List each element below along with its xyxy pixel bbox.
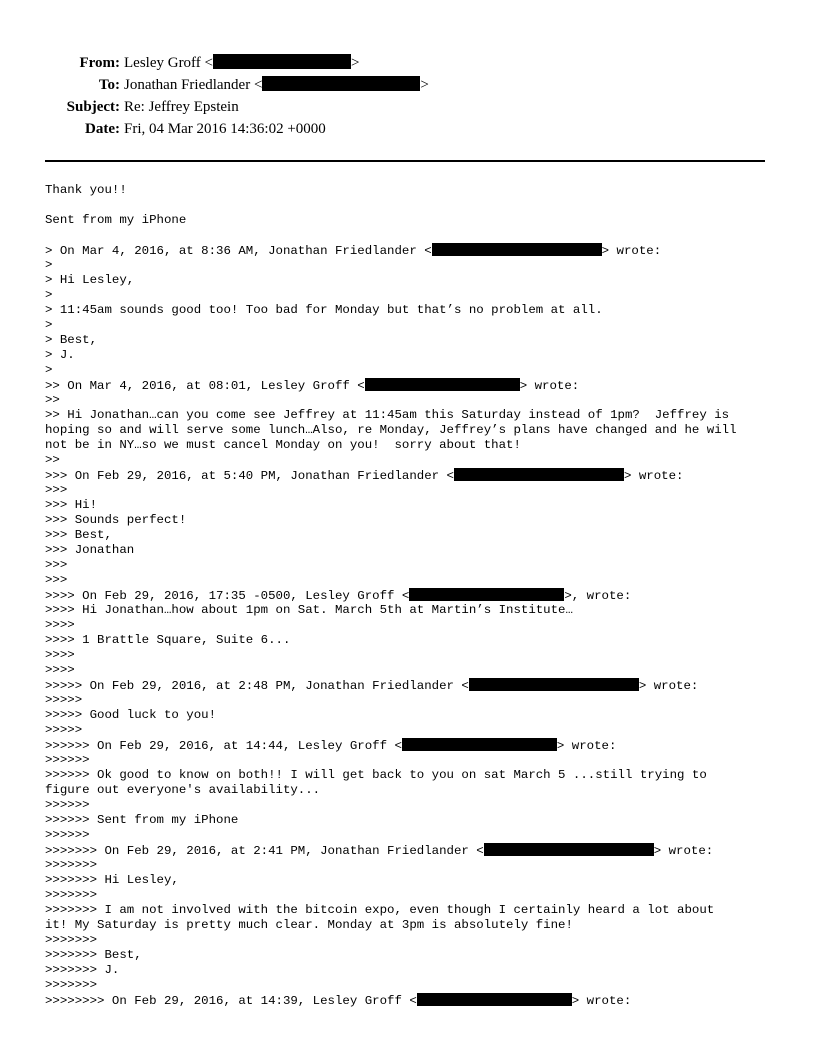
email-line: >> — [45, 393, 60, 407]
email-line: >>> Hi! — [45, 498, 98, 512]
email-line: >> — [45, 453, 60, 467]
email-line: > Hi Lesley, — [45, 273, 135, 287]
quote-header-text: >>>>>>>> On Feb 29, 2016, at 14:39, Lesley Groff < — [45, 994, 417, 1008]
from-close: > — [351, 55, 360, 71]
email-line: >>>>>>> — [45, 858, 98, 872]
quote-header-suffix: > wrote: — [601, 244, 662, 258]
email-line: not be in NY…so we must cancel Monday on you! sorry about that! — [45, 438, 521, 452]
email-line: >>> Sounds perfect! — [45, 513, 187, 527]
email-line: >>>>>>> I am not involved with the bitcoin expo, even though I certainly heard a lot about — [45, 903, 715, 917]
quote-header-text: >>> On Feb 29, 2016, at 5:40 PM, Jonathan Friedlander < — [45, 469, 454, 483]
to-value: Jonathan Friedlander < — [124, 77, 263, 93]
quote-header-suffix: > wrote: — [571, 994, 632, 1008]
email-line: >>> Best, — [45, 528, 112, 542]
redaction-block — [469, 678, 639, 691]
quote-header-text: >>>>>> On Feb 29, 2016, at 14:44, Lesley Groff < — [45, 739, 402, 753]
redaction-block — [409, 588, 564, 601]
quote-header-suffix: > wrote: — [623, 469, 684, 483]
email-line — [45, 588, 780, 603]
subject-label: Subject: — [66, 99, 120, 115]
quote-header-text: >>>> On Feb 29, 2016, 17:35 -0500, Lesley Groff < — [45, 589, 410, 603]
email-line — [45, 468, 780, 483]
email-line: >>> — [45, 573, 68, 587]
redaction-block — [454, 468, 624, 481]
email-line: >>>> 1 Brattle Square, Suite 6... — [45, 633, 291, 647]
email-line: >>>>> — [45, 693, 83, 707]
email-line: >>>>>>> — [45, 933, 98, 947]
email-line: > — [45, 288, 53, 302]
email-line: >>>>>> — [45, 798, 90, 812]
email-line: >>>>>>> J. — [45, 963, 120, 977]
quote-header-text: >>>>>>> On Feb 29, 2016, at 2:41 PM, Jonathan Friedlander < — [45, 844, 484, 858]
email-line: > J. — [45, 348, 75, 362]
email-line: >>>>>>> — [45, 978, 98, 992]
email-line — [45, 843, 780, 858]
email-line: >>>> — [45, 663, 75, 677]
email-line: >>>> — [45, 618, 75, 632]
email-line: >>>>> — [45, 723, 83, 737]
email-line: >>>>>> — [45, 828, 90, 842]
from-value: Lesley Groff < — [124, 55, 213, 71]
from-label: From: — [79, 55, 120, 71]
email-line: > — [45, 258, 53, 272]
email-line — [45, 378, 780, 393]
email-line: > Best, — [45, 333, 98, 347]
redaction-block — [432, 243, 602, 256]
email-line: >>>>>>> Hi Lesley, — [45, 873, 179, 887]
email-line: >>>> Hi Jonathan…how about 1pm on Sat. March 5th at Martin’s Institute… — [45, 603, 573, 617]
email-line: >> Hi Jonathan…can you come see Jeffrey at 11:45am this Saturday instead of 1pm? Jeffrey is — [45, 408, 730, 422]
email-line — [45, 993, 780, 1008]
redaction-block — [484, 843, 654, 856]
quote-header-text: > On Mar 4, 2016, at 8:36 AM, Jonathan Friedlander < — [45, 244, 432, 258]
email-line: >>> — [45, 483, 68, 497]
email-line — [45, 678, 780, 693]
email-line: >>> — [45, 558, 68, 572]
quote-header-text: >>>>> On Feb 29, 2016, at 2:48 PM, Jonathan Friedlander < — [45, 679, 469, 693]
header-divider — [45, 160, 765, 162]
email-line: >>> Jonathan — [45, 543, 135, 557]
email-line — [45, 198, 780, 213]
redaction-block — [262, 76, 420, 91]
email-line: > 11:45am sounds good too! Too bad for Monday but that’s no problem at all. — [45, 303, 603, 317]
date-label: Date: — [85, 121, 120, 137]
email-line: >>>> — [45, 648, 75, 662]
to-close: > — [420, 77, 429, 93]
email-line: >>>>>>> Best, — [45, 948, 142, 962]
redaction-block — [402, 738, 557, 751]
to-label: To: — [98, 77, 120, 93]
email-line — [45, 243, 780, 258]
quote-header-suffix: > wrote: — [638, 679, 699, 693]
quote-header-text: >> On Mar 4, 2016, at 08:01, Lesley Groff < — [45, 379, 365, 393]
email-line: >>>>> Good luck to you! — [45, 708, 217, 722]
email-line: > — [45, 318, 53, 332]
email-line: >>>>>>> — [45, 888, 98, 902]
redaction-block — [417, 993, 572, 1006]
quote-header-suffix: > wrote: — [519, 379, 580, 393]
quote-header-suffix: >, wrote: — [564, 589, 632, 603]
email-line — [45, 228, 780, 243]
email-line: it! My Saturday is pretty much clear. Monday at 3pm is absolutely fine! — [45, 918, 573, 932]
subject-value: Re: Jeffrey Epstein — [124, 99, 239, 115]
quote-header-suffix: > wrote: — [556, 739, 617, 753]
redaction-block — [365, 378, 520, 391]
redaction-block — [213, 54, 351, 69]
quote-header-suffix: > wrote: — [653, 844, 714, 858]
email-line: Thank you!! — [45, 183, 127, 197]
date-value: Fri, 04 Mar 2016 14:36:02 +0000 — [124, 121, 326, 137]
email-body — [45, 183, 780, 1008]
email-line: >>>>>> Sent from my iPhone — [45, 813, 239, 827]
email-line: Sent from my iPhone — [45, 213, 187, 227]
email-line — [45, 738, 780, 753]
email-line: >>>>>> — [45, 753, 90, 767]
email-line: >>>>>> Ok good to know on both!! I will get back to you on sat March 5 ...still trying to — [45, 768, 707, 782]
email-line: hoping so and will serve some lunch…Also, re Monday, Jeffrey’s plans have changed and he will — [45, 423, 737, 437]
email-line: > — [45, 363, 53, 377]
email-line: figure out everyone's availability... — [45, 783, 321, 797]
